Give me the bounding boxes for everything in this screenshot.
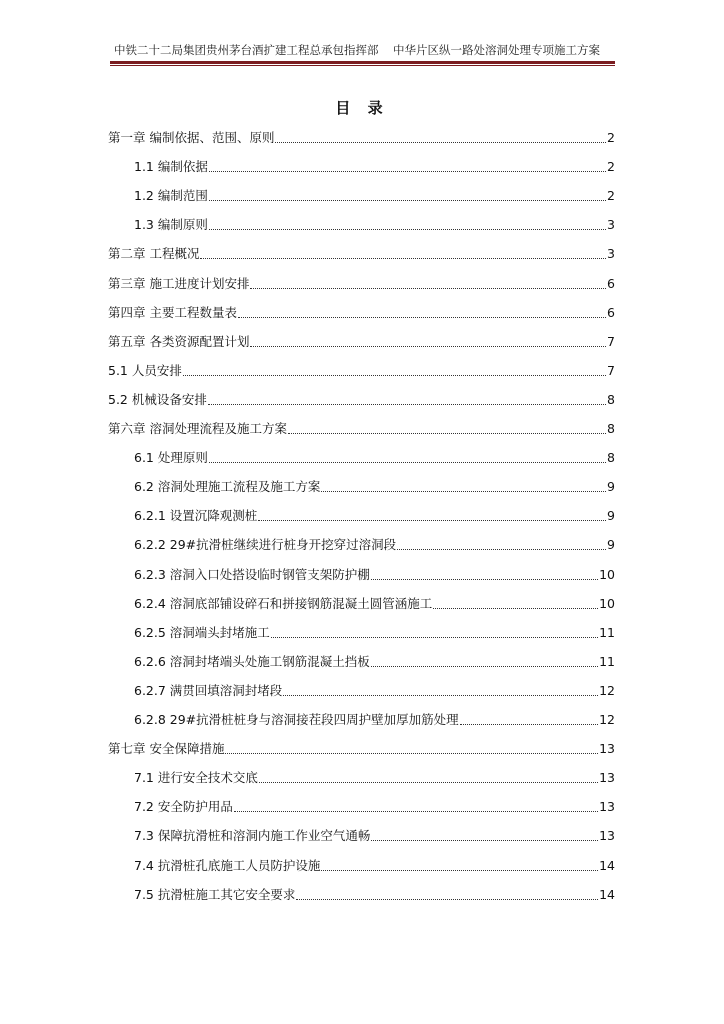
toc-entry-page-number: 13 xyxy=(599,799,615,814)
toc-entry-page-number: 12 xyxy=(599,683,615,698)
toc-dot-leader xyxy=(460,715,598,725)
toc-entry-label: 1.1 编制依据 xyxy=(134,159,208,174)
header-rule-thick xyxy=(110,61,615,64)
toc-entry-label: 第二章 工程概况 xyxy=(108,246,200,261)
toc-entry-page-number: 8 xyxy=(607,392,615,407)
toc-entry-label: 6.2.2 29#抗滑桩继续进行桩身开挖穿过溶洞段 xyxy=(134,537,397,552)
toc-dot-leader xyxy=(371,657,598,667)
toc-entry[interactable] xyxy=(134,710,615,730)
toc-entry-label: 6.2.1 设置沉降观测桩 xyxy=(134,508,258,523)
toc-entry-label: 7.2 安全防护用品 xyxy=(134,799,233,814)
toc-dot-leader xyxy=(321,482,606,492)
toc-entry-page-number: 10 xyxy=(599,567,615,582)
toc-entry-page-number: 9 xyxy=(607,537,615,552)
toc-dot-leader xyxy=(234,802,598,812)
toc-entry-label: 6.2.4 溶洞底部铺设碎石和拼接钢筋混凝土圆管涵施工 xyxy=(134,596,433,611)
toc-entry[interactable] xyxy=(134,768,615,788)
toc-entry-label: 7.1 进行安全技术交底 xyxy=(134,770,258,785)
toc-entry-page-number: 8 xyxy=(607,421,615,436)
toc-entry[interactable] xyxy=(108,244,615,264)
toc-entry[interactable] xyxy=(134,506,615,526)
toc-entry[interactable] xyxy=(134,826,615,846)
toc-entry[interactable] xyxy=(134,448,615,468)
toc-entry-page-number: 14 xyxy=(599,858,615,873)
toc-entry-page-number: 11 xyxy=(599,654,615,669)
toc-entry-page-number: 13 xyxy=(599,770,615,785)
toc-entry[interactable] xyxy=(108,419,615,439)
toc-entry-label: 7.3 保障抗滑桩和溶洞内施工作业空气通畅 xyxy=(134,828,371,843)
toc-dot-leader xyxy=(275,133,606,143)
toc-dot-leader xyxy=(208,395,606,405)
toc-entry-label: 1.3 编制原则 xyxy=(134,217,208,232)
toc-entry-page-number: 2 xyxy=(607,188,615,203)
toc-entry-page-number: 2 xyxy=(607,130,615,145)
toc-entry[interactable] xyxy=(134,681,615,701)
toc-entry-label: 第六章 溶洞处理流程及施工方案 xyxy=(108,421,287,436)
toc-entry-page-number: 6 xyxy=(607,276,615,291)
toc-entry[interactable] xyxy=(134,477,615,497)
toc-entry[interactable] xyxy=(108,390,615,410)
toc-dot-leader xyxy=(183,366,606,376)
toc-entry[interactable] xyxy=(134,797,615,817)
toc-title: 目 录 xyxy=(335,99,389,117)
toc-entry-label: 5.1 人员安排 xyxy=(108,363,182,378)
toc-entry-label: 7.4 抗滑桩孔底施工人员防护设施 xyxy=(134,858,321,873)
toc-entry-page-number: 9 xyxy=(607,479,615,494)
header-rule-thin xyxy=(110,65,615,66)
toc-entry-page-number: 9 xyxy=(607,508,615,523)
toc-entry-page-number: 3 xyxy=(607,246,615,261)
toc-dot-leader xyxy=(209,191,606,201)
toc-entry[interactable] xyxy=(134,885,615,905)
toc-entry-page-number: 13 xyxy=(599,741,615,756)
toc-dot-leader xyxy=(296,890,598,900)
toc-dot-leader xyxy=(397,540,606,550)
toc-entry[interactable] xyxy=(134,856,615,876)
toc-entry[interactable] xyxy=(134,623,615,643)
toc-entry[interactable] xyxy=(108,332,615,352)
toc-entry-label: 6.2.6 溶洞封堵端头处施工钢筋混凝土挡板 xyxy=(134,654,370,669)
toc-entry-page-number: 8 xyxy=(607,450,615,465)
toc-dot-leader xyxy=(200,249,606,259)
toc-dot-leader xyxy=(238,308,606,318)
toc-entry-page-number: 12 xyxy=(599,712,615,727)
toc-entry-label: 6.2.3 溶洞入口处搭设临时钢管支架防护棚 xyxy=(134,567,370,582)
header-organization: 中铁二十二局集团贵州茅台酒扩建工程总承包指挥部 xyxy=(114,43,379,57)
toc-dot-leader xyxy=(209,162,606,172)
toc-entry[interactable] xyxy=(108,274,615,294)
toc-entry-label: 6.2.5 溶洞端头封堵施工 xyxy=(134,625,270,640)
toc-entry[interactable] xyxy=(108,303,615,323)
toc-dot-leader xyxy=(371,831,598,841)
toc-entry[interactable] xyxy=(134,186,615,206)
toc-entry[interactable] xyxy=(134,215,615,235)
toc-entry-page-number: 6 xyxy=(607,305,615,320)
toc-dot-leader xyxy=(321,861,598,871)
toc-dot-leader xyxy=(288,424,606,434)
toc-entry[interactable] xyxy=(108,739,615,759)
toc-dot-leader xyxy=(371,570,598,580)
toc-entry-label: 5.2 机械设备安排 xyxy=(108,392,207,407)
toc-entry-label: 6.1 处理原则 xyxy=(134,450,208,465)
toc-entry-label: 第一章 编制依据、范围、原则 xyxy=(108,130,275,145)
toc-entry[interactable] xyxy=(108,361,615,381)
toc-dot-leader xyxy=(209,453,606,463)
toc-dot-leader xyxy=(258,511,606,521)
header-document-title: 中华片区纵一路处溶洞处理专项施工方案 xyxy=(393,43,600,57)
toc-dot-leader xyxy=(433,599,598,609)
toc-entry-label: 第五章 各类资源配置计划 xyxy=(108,334,250,349)
toc-entry-page-number: 14 xyxy=(599,887,615,902)
toc-dot-leader xyxy=(271,628,598,638)
toc-entry-page-number: 2 xyxy=(607,159,615,174)
page-header xyxy=(110,42,615,58)
toc-dot-leader xyxy=(283,686,598,696)
toc-entry-page-number: 7 xyxy=(607,334,615,349)
toc-entry[interactable] xyxy=(134,652,615,672)
toc-entry-label: 6.2.7 满贯回填溶洞封堵段 xyxy=(134,683,283,698)
toc-entry-label: 6.2 溶洞处理施工流程及施工方案 xyxy=(134,479,321,494)
toc-entry-page-number: 13 xyxy=(599,828,615,843)
toc-entry-page-number: 7 xyxy=(607,363,615,378)
toc-entry-label: 第三章 施工进度计划安排 xyxy=(108,276,250,291)
toc-dot-leader xyxy=(225,744,598,754)
toc-dot-leader xyxy=(209,220,606,230)
toc-dot-leader xyxy=(250,279,606,289)
toc-entry[interactable] xyxy=(134,535,615,555)
toc-entry-page-number: 3 xyxy=(607,217,615,232)
toc-entry[interactable] xyxy=(134,594,615,614)
toc-entry-page-number: 10 xyxy=(599,596,615,611)
toc-entry-label: 1.2 编制范围 xyxy=(134,188,208,203)
toc-dot-leader xyxy=(250,337,606,347)
toc-entry[interactable] xyxy=(134,157,615,177)
toc-entry[interactable] xyxy=(108,128,615,148)
toc-entry-label: 7.5 抗滑桩施工其它安全要求 xyxy=(134,887,296,902)
toc-entry-label: 第四章 主要工程数量表 xyxy=(108,305,237,320)
toc-entry-label: 6.2.8 29#抗滑桩桩身与溶洞接茬段四周护壁加厚加筋处理 xyxy=(134,712,459,727)
toc-entry-label: 第七章 安全保障措施 xyxy=(108,741,225,756)
toc-entry-page-number: 11 xyxy=(599,625,615,640)
toc-dot-leader xyxy=(259,773,598,783)
toc-entry[interactable] xyxy=(134,565,615,585)
